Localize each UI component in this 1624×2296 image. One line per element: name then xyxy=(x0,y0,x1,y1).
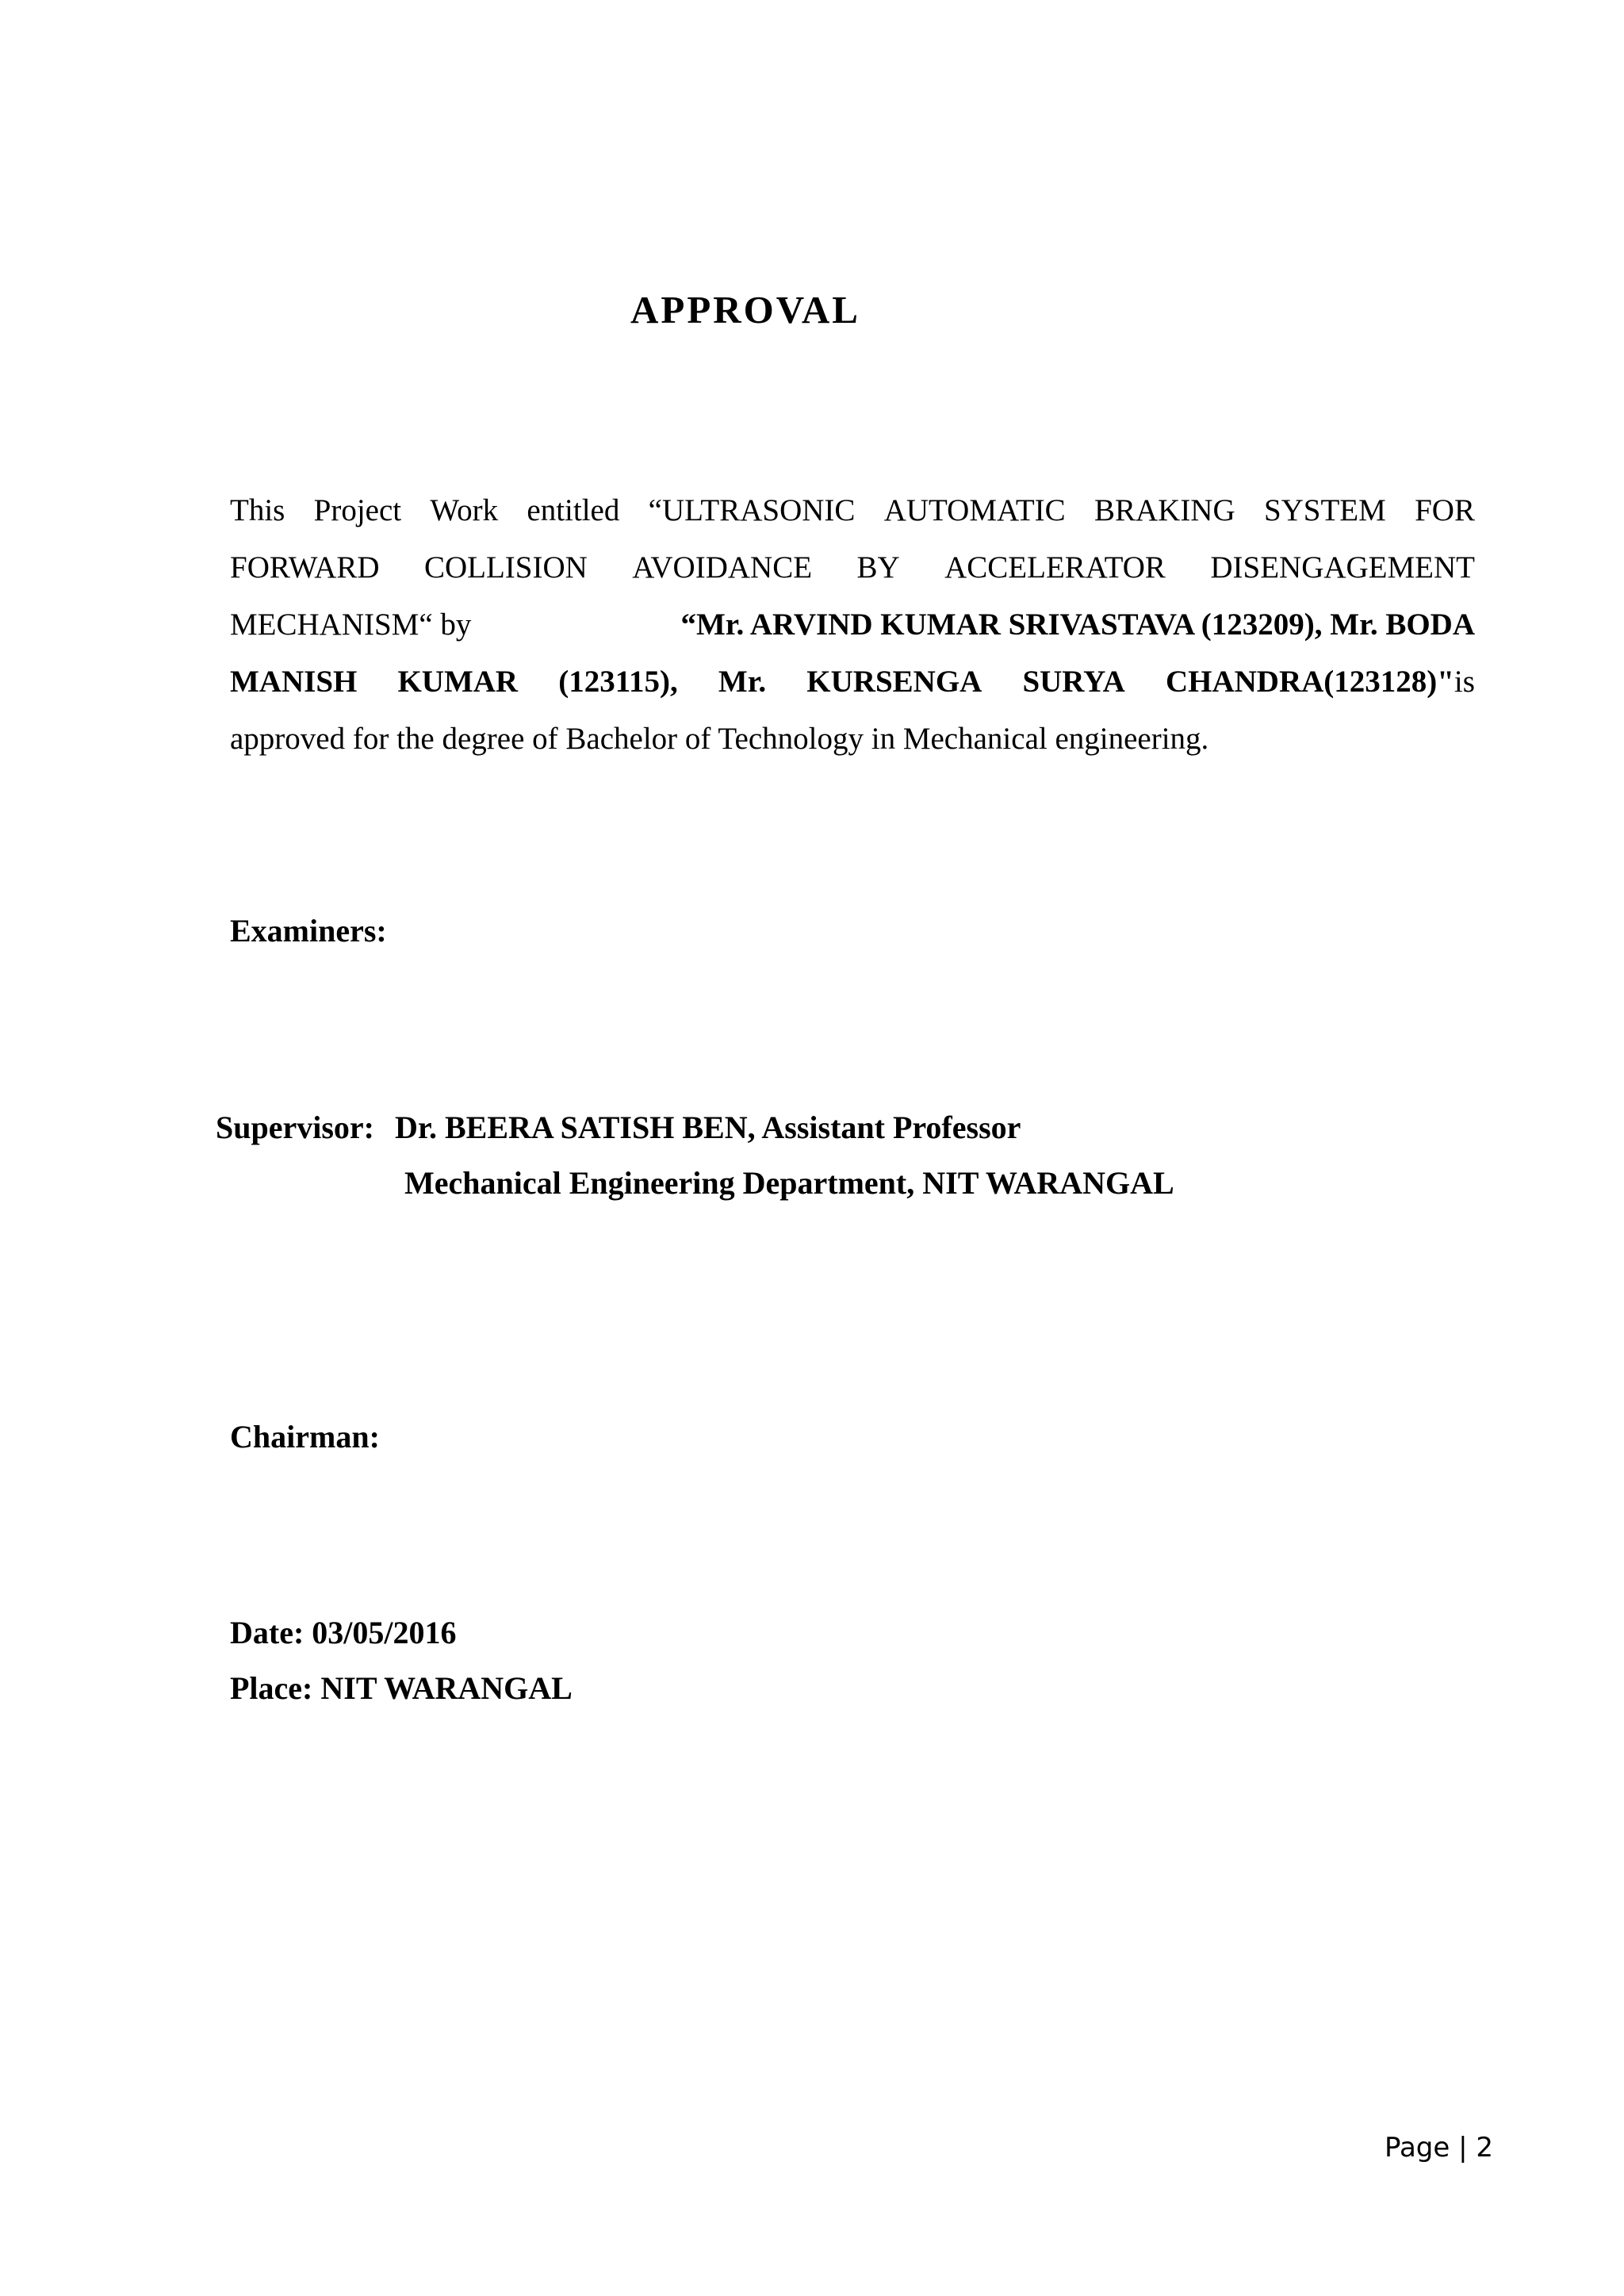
word: MANISH xyxy=(230,665,358,699)
roll-number-group xyxy=(1166,654,1475,711)
word: Work xyxy=(430,493,499,527)
paragraph-line-5: approved for the degree of Bachelor of Technology in Mechanical engineering. xyxy=(230,722,1209,756)
paragraph-line-1 xyxy=(230,482,1475,539)
word: COLLISION xyxy=(423,550,588,585)
word: KUMAR xyxy=(397,665,519,699)
word: AVOIDANCE xyxy=(632,550,813,585)
word: DISENGAGEMENT xyxy=(1210,550,1475,585)
examiners-label: Examiners: xyxy=(230,913,387,949)
word: (123115), xyxy=(558,665,678,699)
paragraph-line-4 xyxy=(230,654,1475,711)
word: This xyxy=(230,493,285,527)
word: is xyxy=(1454,665,1475,699)
word: entitled xyxy=(527,493,620,527)
supervisor-block xyxy=(216,1109,1021,1146)
approval-paragraph xyxy=(230,482,1475,768)
word: Mr. xyxy=(718,665,767,699)
word: BRAKING xyxy=(1094,493,1235,527)
page-number: Page | 2 xyxy=(1384,2132,1493,2164)
supervisor-department: Mechanical Engineering Department, NIT WARANGAL xyxy=(404,1165,1174,1201)
page-title: APPROVAL xyxy=(630,288,860,332)
word: FORWARD xyxy=(230,550,380,585)
chairman-label: Chairman: xyxy=(230,1419,380,1455)
word: CHANDRA(123128)" xyxy=(1165,665,1454,699)
word: AUTOMATIC xyxy=(883,493,1066,527)
word: SYSTEM xyxy=(1263,493,1386,527)
date-field: Date: 03/05/2016 xyxy=(230,1615,457,1650)
word: SURYA xyxy=(1022,665,1125,699)
word: BY xyxy=(856,550,900,585)
paragraph-line-2 xyxy=(230,539,1475,596)
word: Project xyxy=(313,493,402,527)
supervisor-label: Supervisor: xyxy=(216,1110,374,1145)
word: KURSENGA xyxy=(806,665,982,699)
paragraph-line-3-plain: MECHANISM“ by xyxy=(230,608,472,642)
word: ACCELERATOR xyxy=(944,550,1166,585)
paragraph-line-3 xyxy=(230,596,1475,654)
word: FOR xyxy=(1415,493,1475,527)
place-field: Place: NIT WARANGAL xyxy=(230,1670,573,1706)
supervisor-name: Dr. BEERA SATISH BEN, Assistant Professor xyxy=(395,1110,1021,1145)
word: “ULTRASONIC xyxy=(648,493,856,527)
student-names-part-1: “Mr. ARVIND KUMAR SRIVASTAVA (123209), Mr. BODA xyxy=(680,608,1475,642)
